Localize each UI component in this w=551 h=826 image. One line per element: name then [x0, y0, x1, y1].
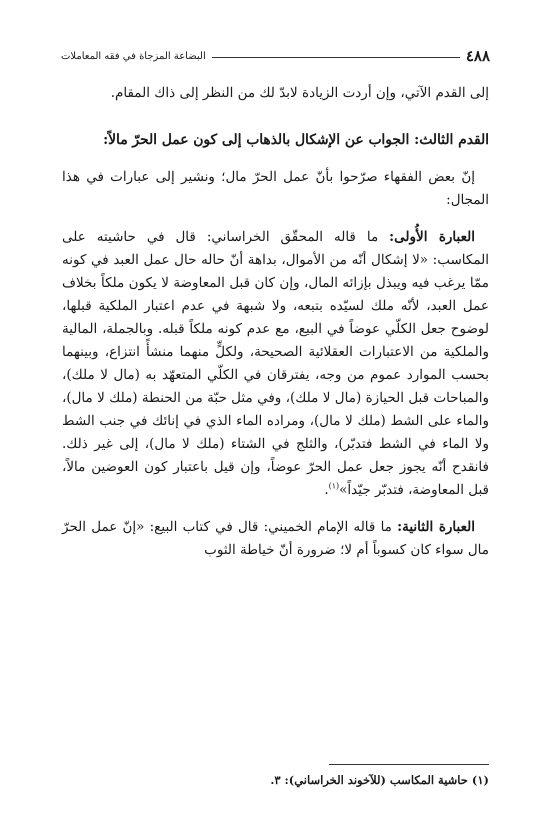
header-rule — [212, 57, 460, 58]
footnote-rule — [329, 764, 489, 765]
page-number: ٤٨٨ — [465, 47, 490, 65]
paragraph-1: إنّ بعض الفقهاء صرّحوا بأنّ عمل الحرّ مال؛ ونشير إلى عبارات في هذا المجال: — [62, 169, 489, 208]
paragraph-3-label: العبارة الثانية: — [397, 519, 475, 535]
paragraph-2-text: ما قاله المحقّق الخراساني: قال في حاشيته على المكاسب: «لا إشكال أنّه من الأموال، بداهة أنّ حاله حال عمل العبد في كونه ممّا يرغب فيه ويبذل بإزائه المال، وإن كان قبل المعاوضة لا يكون ملكاً بخلاف عمل العبد، لأنّه ملك لسيّده بتبعه، ولا شبهة في عدم اعتبار الملكية قبلها، لوضوح جعل الكلّي عوضاً في البيع، مع عدم كونه ملكاً قبله. وبالجملة، المالية والملكية من الاعتبارات العقلائية الصحيحة، ولكلٍّ منهما منشأً انتزاع، وبينهما بحسب الموارد عموم من وجه، يفترقان في الكلّي المتعهّد به (مال لا ملك)، والمباحات قبل الحيازة (مال لا ملك)، وفي مثل حبّة من الحنطة (ملك لا مال)، والماء على الشط (ملك لا مال)، ومراده الماء الذي في إنائك في جنب الشط ولا الماء في الشط فتدبّر)، والثلج في الشتاء (ملك لا مال)، إلى غير ذلك. فانقدح أنّه يجوز جعل عمل الحرّ عوضاً، وإن قيل باعتبار كون العوضين مالاً، قبل المعاوضة، فتدبّر جيّداً» — [62, 229, 489, 498]
footnote: (١) حاشية المكاسب (للآخوند الخراساني): ٣. — [270, 773, 489, 787]
paragraph-3 — [62, 516, 489, 562]
running-title: البضاعة المزجاة في فقه المعاملات — [61, 50, 206, 62]
page-body — [62, 82, 489, 562]
paragraph-2-end: . — [324, 482, 329, 498]
intro-paragraph: إلى القدم الآتي، وإن أردت الزيادة لابدّ لك من النظر إلى ذاك المقام. — [110, 85, 489, 101]
running-header — [61, 45, 490, 67]
section-heading: القدم الثالث: الجواب عن الإشكال بالذهاب إلى كون عمل الحرّ مالاً: — [103, 132, 489, 148]
paragraph-3-text: ما قاله الإمام الخميني: قال في كتاب البيع: «إنّ عمل الحرّ مال سواء كان كسوباً أم لا؛ ضرورة أنّ خياطة الثوب — [62, 519, 489, 558]
paragraph-2-label: العبارة الأُولى: — [389, 229, 475, 245]
paragraph-2 — [62, 226, 489, 502]
footnote-reference[interactable]: (١) — [328, 481, 340, 491]
